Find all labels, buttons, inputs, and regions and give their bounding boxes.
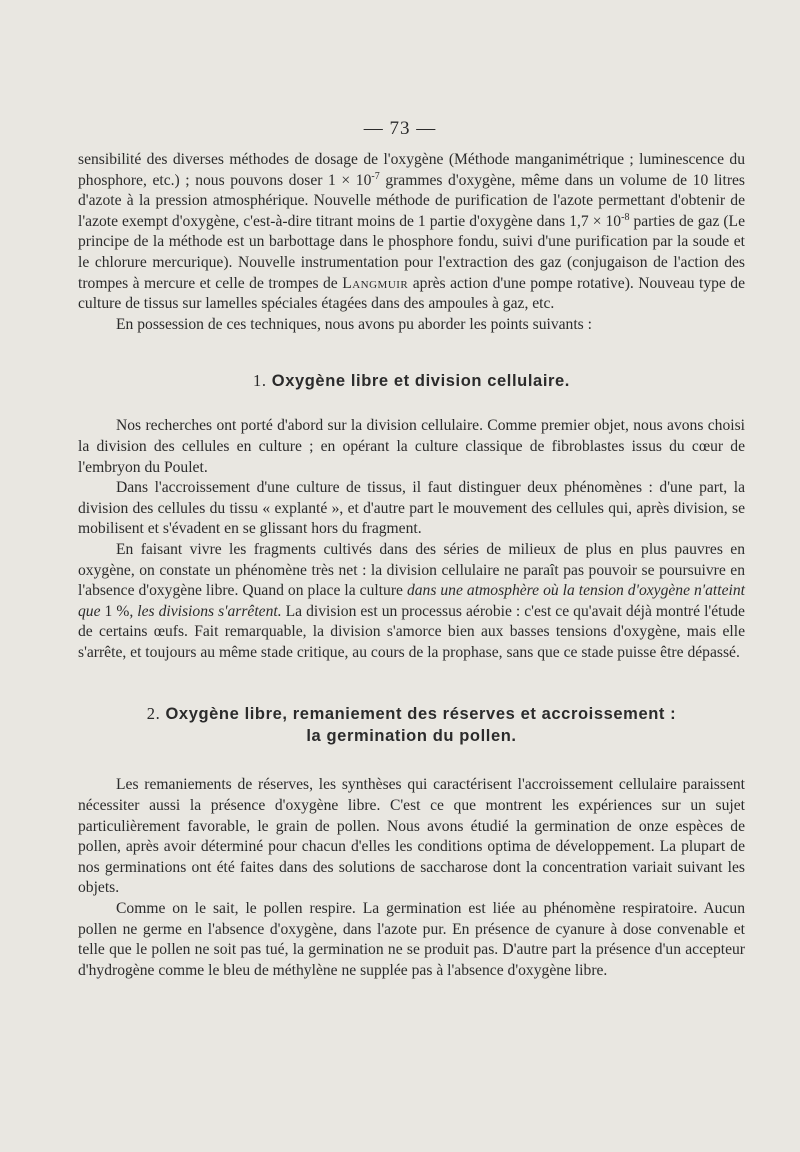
- paragraph-intro-points: En possession de ces techniques, nous avons pu aborder les points suivants :: [116, 315, 592, 333]
- exponent-1: -7: [371, 170, 380, 182]
- tension-text-a: En faisant vivre les fragments cultivés dans des séries de milieux de plus en plus pauvres en oxygène, on constate un phénomène très net : la division cellulaire ne paraît pas pouvoir se poursuivre en l'absence d'oxygène libre. Quand on place la culture: [78, 540, 745, 600]
- methods-text-b: grammes d'oxygène, même dans un volume de 10 litres d'azote à la pression atmosphérique. Nouvelle méthode de purification de l'azote permettant d'obtenir de l'azote exempt d'oxygène, c'est-à-dire titrant moins de 1 partie d'oxygène dans 1,7 × 10: [78, 171, 746, 230]
- author-name-langmuir: Langmuir: [342, 274, 409, 292]
- tension-text-b: La division est un processus aérobie : c'est ce qu'avait déjà montré l'étude de certains œufs. Fait remarquable, la division s'amorce bien aux basses tensions d'oxygène, mais elle s'arrête, et toujours au même stade critique, au cours de la prophase, sans que ce stade puisse être dépassé.: [78, 602, 745, 661]
- paragraph-methods: [78, 150, 745, 315]
- page-body: [78, 150, 745, 981]
- section-heading-2: [78, 703, 745, 747]
- section-2-title-line-2: la germination du pollen.: [306, 727, 517, 746]
- exponent-2: -8: [621, 211, 630, 223]
- methods-text-d: après action d'une pompe rotative). Nouveau type de culture de tissus sur lamelles spéciales étagées dans des ampoules à gaz, etc.: [78, 274, 746, 313]
- tension-italic-2: les divisions s'arrêtent.: [133, 602, 282, 620]
- section-1-title: Oxygène libre et division cellulaire.: [271, 372, 570, 391]
- paragraph-pollen-respiration: Comme on le sait, le pollen respire. La germination est liée au phénomène respiratoire. Aucun pollen ne germe en l'absence d'oxygène, dans l'azote pur. En présence de cyanure à dose convenable et telle que le pollen ne soit pas tué, la germination ne se produit pas. D'autre part la présence d'un accepteur d'hydrogène comme le bleu de méthylène ne supplée pas à l'absence d'oxygène libre.: [78, 900, 745, 979]
- section-2-title-line-1: Oxygène libre, remaniement des réserves et accroissement :: [165, 705, 677, 724]
- paragraph-cell-division: Nos recherches ont porté d'abord sur la division cellulaire. Comme premier objet, nous avons choisi la division des cellules en culture ; en opérant la culture classique de fibroblastes issus du cœur de l'embryon du Poulet.: [78, 417, 745, 476]
- paragraph-pollen-reserves: Les remaniements de réserves, les synthèses qui caractérisent l'accroissement cellulaire paraissent nécessiter aussi la présence d'oxygène libre. C'est ce que montrent les expériences sur un sujet particulièrement favorable, le grain de pollen. Nous avons étudié la germination de onze espèces de pollen, après avoir déterminé pour chacun d'elles les conditions optima de développement. La plupart de nos germinations ont été faites dans des solutions de saccharose dont la concentration variait suivant les objets.: [78, 776, 745, 897]
- section-2-line-1: [78, 703, 745, 725]
- page-number: — 73 —: [363, 118, 437, 139]
- methods-text-c: parties de gaz (Le principe de la méthode est un barbottage dans le phosphore fondu, suivi d'une purification par la soude et le chlorure mercurique). Nouvelle instrumentation pour l'extraction des gaz (conjugaison de l'action des trompes à mercure et celle de trompes de: [78, 212, 746, 292]
- methods-text-a: sensibilité des diverses méthodes de dosage de l'oxygène (Méthode manganimétrique ; luminescence du phosphore, etc.) ; nous pouvons doser 1 × 10: [78, 151, 745, 189]
- paragraph-tissue-culture: Dans l'accroissement d'une culture de tissus, il faut distinguer deux phénomènes : d'une part, la division des cellules du tissu « explanté », et d'autre part le mouvement des cellules qui, après division, se mobilisent et s'évadent en se glissant hors du fragment.: [78, 479, 745, 538]
- section-2-number: 2.: [146, 704, 161, 724]
- section-heading-1: [78, 370, 745, 392]
- tension-italic-1: dans une atmosphère où la tension d'oxygène n'atteint que: [78, 582, 745, 620]
- paragraph-oxygen-tension: [78, 540, 745, 664]
- tension-comma: ,: [129, 602, 134, 620]
- tension-percent: 1 %: [100, 602, 130, 620]
- section-1-number: 1.: [253, 371, 267, 391]
